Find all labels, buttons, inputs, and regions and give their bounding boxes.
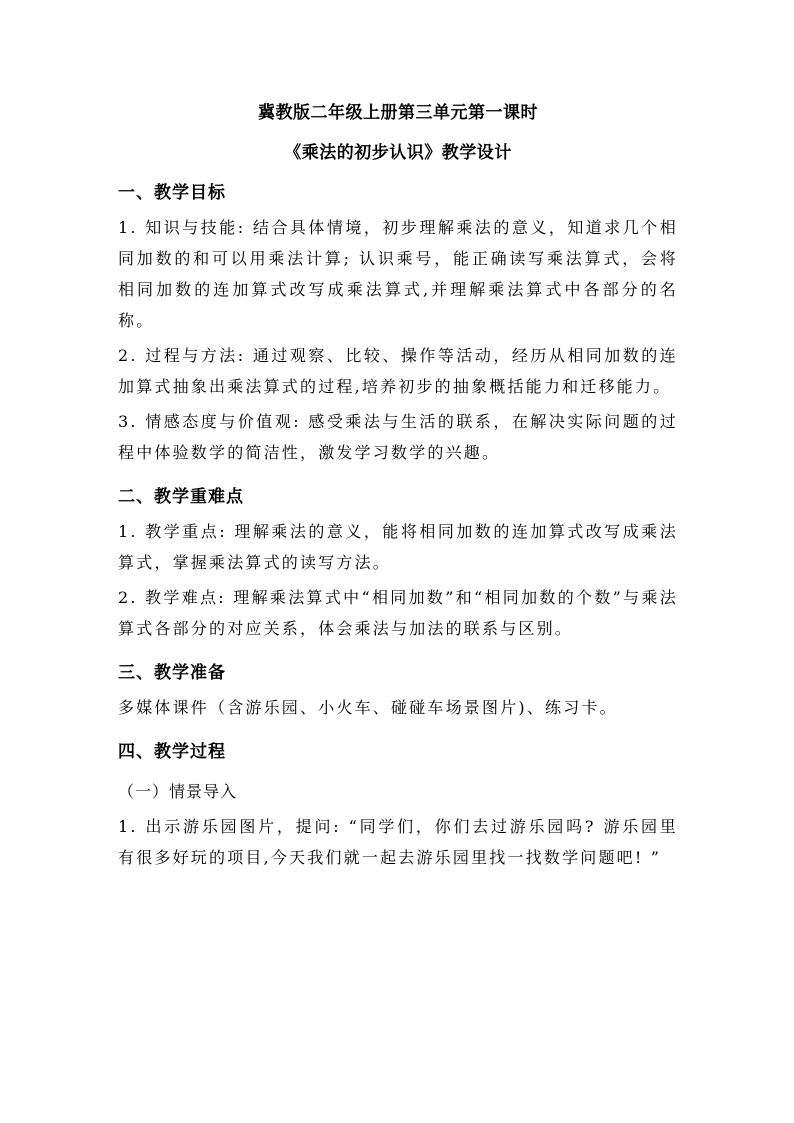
document-body [118, 102, 678, 873]
paragraph-key-point: 1. 教学重点: 理解乘法的意义，能将相同加数的连加算式改写成乘法算式，掌握乘法算式的读写方法。 [118, 522, 678, 572]
paragraph-objective-knowledge: 1. 知识与技能: 结合具体情境，初步理解乘法的意义，知道求几个相同加数的和可以用乘法计算; 认识乘号，能正确读写乘法算式，会将相同加数的连加算式改写成乘法算式,并理解乘法算式中各部分的名称。 [118, 218, 678, 330]
paragraph-intro-step1: 1. 出示游乐园图片，提问: “同学们，你们去过游乐园吗? 游乐园里有很多好玩的项目,今天我们就一起去游乐园里找一找数学问题吧! ” [118, 817, 678, 867]
document-title-line1: 冀教版二年级上册第三单元第一课时 [258, 103, 538, 123]
paragraph-objective-attitude: 3. 情感态度与价值观: 感受乘法与生活的联系，在解决实际问题的过程中体验数学的简洁性，激发学习数学的兴趣。 [118, 412, 678, 462]
section-heading-preparation: 三、教学准备 [118, 663, 226, 683]
paragraph-difficult-point: 2. 教学难点: 理解乘法算式中“相同加数”和“相同加数的个数”与乘法算式各部分的对应关系，体会乘法与加法的联系与区别。 [118, 588, 678, 638]
paragraph-objective-process: 2. 过程与方法: 通过观察、比较、操作等活动，经历从相同加数的连加算式抽象出乘法算式的过程,培养初步的抽象概括能力和迁移能力。 [118, 346, 678, 396]
document-title-line2: 《乘法的初步认识》教学设计 [284, 143, 512, 163]
subsection-heading-intro: （一）情景导入 [118, 782, 238, 801]
section-heading-key-points: 二、教学重难点 [118, 487, 244, 507]
section-heading-objectives: 一、教学目标 [118, 183, 226, 203]
paragraph-preparation: 多媒体课件（含游乐园、小火车、碰碰车场景图片)、练习卡。 [118, 698, 618, 717]
section-heading-process: 四、教学过程 [118, 742, 226, 762]
